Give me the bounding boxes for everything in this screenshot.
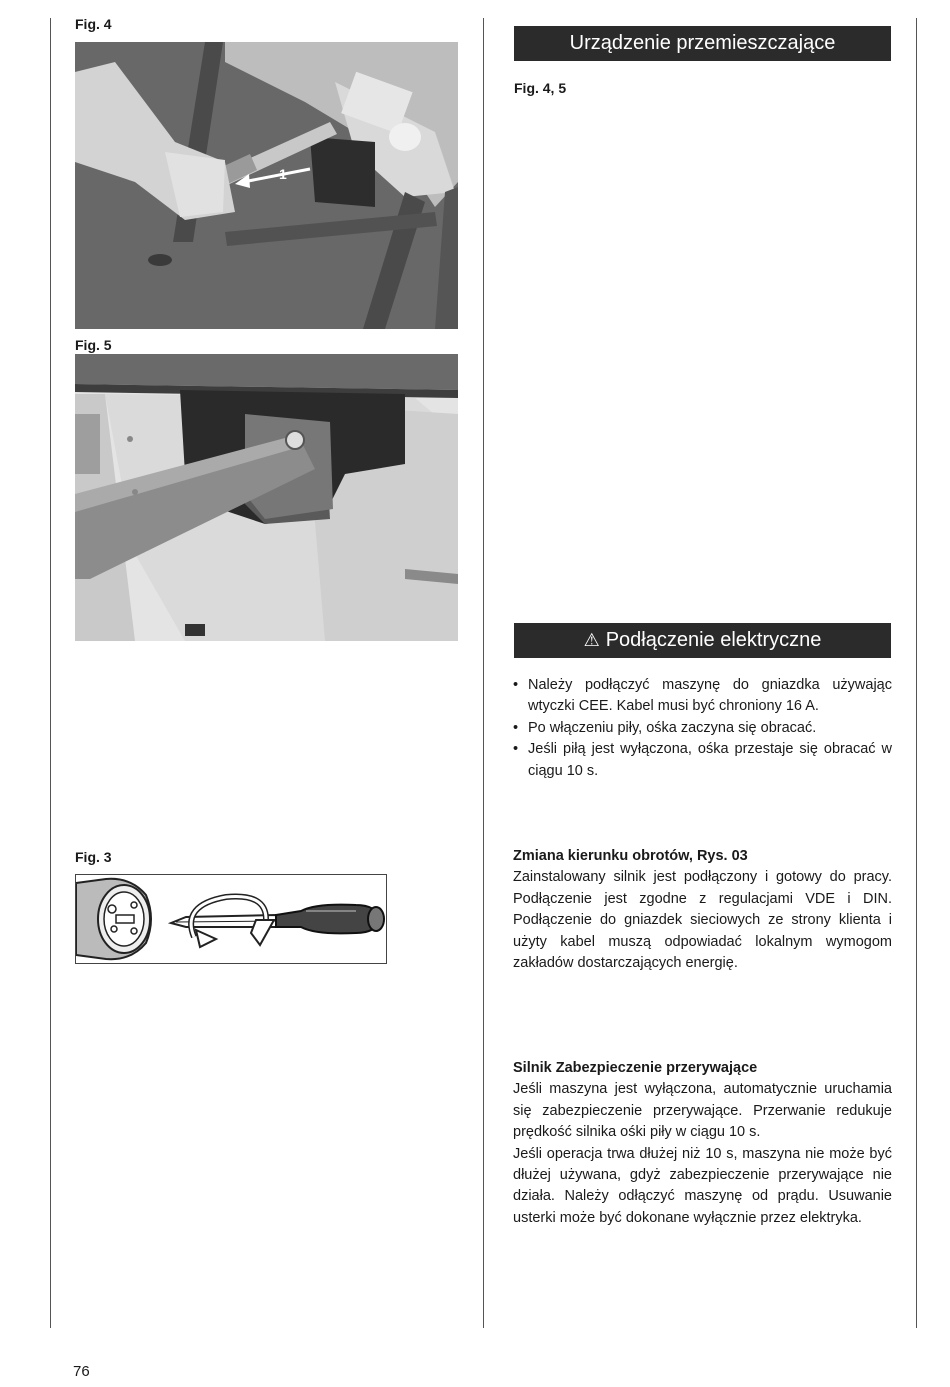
electrical-connection-heading-text: Podłączenie elektryczne <box>605 629 822 651</box>
fig3-illustration <box>75 874 387 964</box>
fig4-photo <box>75 42 458 329</box>
center-column-rule <box>483 18 484 1328</box>
electrical-bullet-list <box>513 675 892 782</box>
warning-triangle-icon: ⚠ <box>583 630 600 650</box>
moving-device-heading-text: Urządzenie przemieszczające <box>569 32 836 54</box>
rotation-direction-title: Zmiana kierunku obrotów, Rys. 03 <box>513 848 748 864</box>
bullet-item: • Należy podłączyć maszynę do gniazdka używając wtyczki CEE. Kabel musi być chroniony 16 A. <box>513 675 892 718</box>
fig3-label: Fig. 3 <box>75 849 112 865</box>
motor-protection-title: Silnik Zabezpieczenie przerywające <box>513 1060 758 1076</box>
fig5-photo <box>75 354 458 641</box>
electrical-connection-heading <box>514 623 891 658</box>
right-margin-rule <box>916 18 917 1328</box>
page-number: 76 <box>73 1363 90 1380</box>
fig5-label: Fig. 5 <box>75 337 112 353</box>
rotation-direction-section <box>513 846 892 974</box>
motor-protection-section <box>513 1058 892 1229</box>
moving-figure-reference: Fig. 4, 5 <box>514 80 567 96</box>
bullet-item: • Jeśli piłą jest wyłączona, ośka przestaje się obracać w ciągu 10 s. <box>513 739 892 782</box>
motor-protection-text-1: Jeśli maszyna jest wyłączona, automatycznie uruchamia się zabezpieczenie przerywające. Przerwanie redukuje prędkość silnika ośki piły w ciągu 10 s. <box>513 1081 892 1141</box>
fig4-arrow-number: 1 <box>279 166 287 182</box>
rotation-direction-text: Zainstalowany silnik jest podłączony i gotowy do pracy. Podłączenie jest zgodne z regulacjami VDE i DIN. Podłączenie do gniazdek sieciowych ze strony klienta i użyty kabel muszą odpowiadać lokalnym wymogom zakładów dostarczających energię. <box>513 869 892 972</box>
moving-device-heading <box>514 26 891 61</box>
motor-protection-text-2: Jeśli operacja trwa dłużej niż 10 s, maszyna nie może być dłużej używana, gdyż zabezpieczenie przerywające nie działa. Należy odłączyć maszynę od prądu. Usuwanie usterki może być dokonane wyłącznie przez elektryka. <box>513 1145 892 1226</box>
left-margin-rule <box>50 18 51 1328</box>
bullet-item: • Po włączeniu piły, ośka zaczyna się obracać. <box>513 718 892 739</box>
fig4-label: Fig. 4 <box>75 16 112 32</box>
